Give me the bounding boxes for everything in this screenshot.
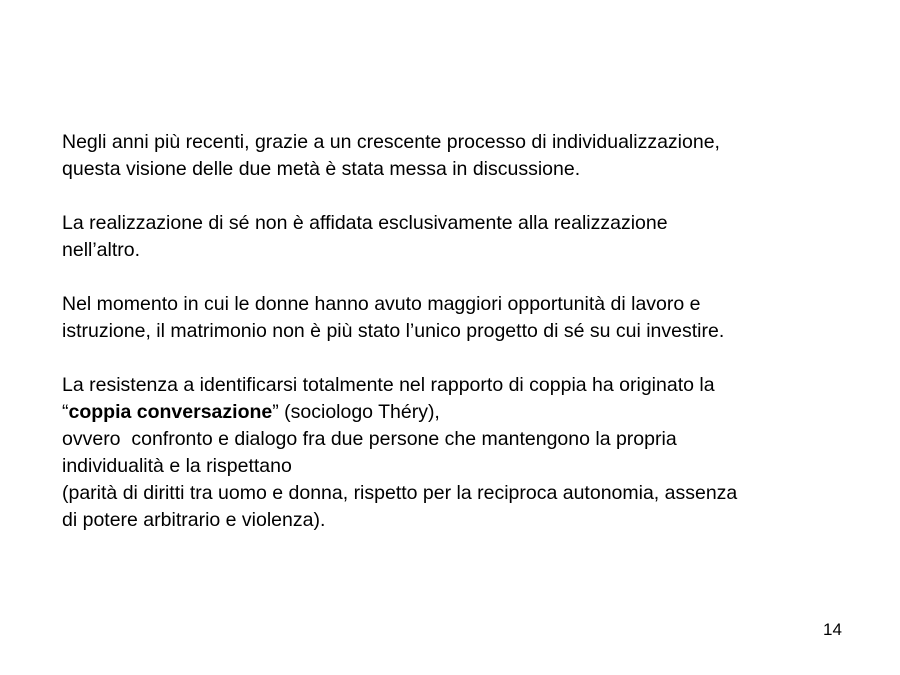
text-line: La realizzazione di sé non è affidata esclusivamente alla realizzazione xyxy=(62,212,668,234)
citation-text: ” (sociologo Théry), xyxy=(272,401,440,423)
text-line: istruzione, il matrimonio non è più stato l’unico progetto di sé su cui investire. xyxy=(62,320,725,342)
page-number: 14 xyxy=(823,620,842,639)
text-line: La resistenza a identificarsi totalmente nel rapporto di coppia ha originato la xyxy=(62,374,715,396)
paragraph-individualization xyxy=(62,129,862,183)
text-line: (parità di diritti tra uomo e donna, rispetto per la reciproca autonomia, assenza xyxy=(62,482,738,504)
paragraph-women-opportunities xyxy=(62,291,862,345)
text-line: Negli anni più recenti, grazie a un crescente processo di individualizzazione, xyxy=(62,131,720,153)
text-line-with-bold-term xyxy=(62,399,862,426)
text-line: questa visione delle due metà è stata messa in discussione. xyxy=(62,158,581,180)
text-line: individualità e la rispettano xyxy=(62,455,292,477)
text-line: nell’altro. xyxy=(62,239,141,261)
text-line: Nel momento in cui le donne hanno avuto maggiori opportunità di lavoro e xyxy=(62,293,701,315)
open-quote: “ xyxy=(62,401,69,423)
bold-term-coppia-conversazione: coppia conversazione xyxy=(68,401,273,423)
paragraph-coppia-conversazione xyxy=(62,372,862,534)
paragraph-self-realization xyxy=(62,210,862,264)
slide-body-text xyxy=(62,129,862,534)
text-line: di potere arbitrario e violenza). xyxy=(62,509,326,531)
text-line: ovvero confronto e dialogo fra due persone che mantengono la propria xyxy=(62,428,677,450)
